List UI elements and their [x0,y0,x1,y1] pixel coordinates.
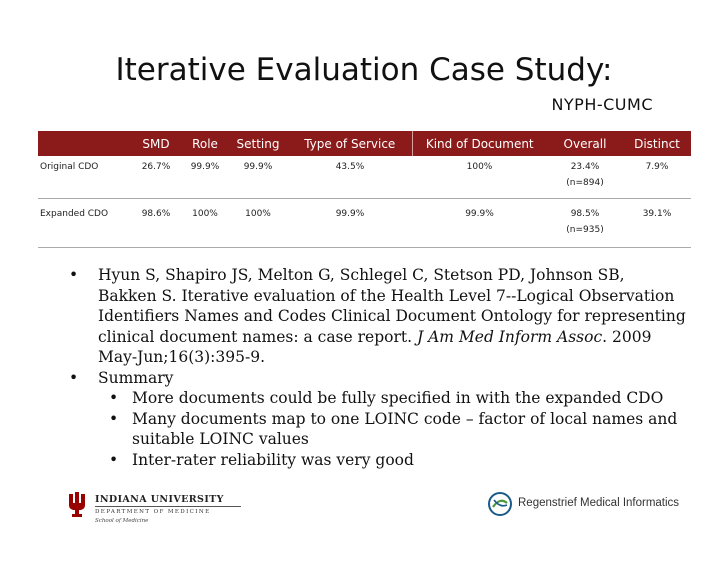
table-row [38,199,691,248]
cell-overall [547,156,623,199]
cell-distinct: 7.9% [623,156,691,199]
header-type-of-service: Type of Service [288,131,412,156]
cell-role: 100% [182,199,228,248]
slide-subtitle: NYPH-CUMC [551,95,653,114]
overall-count: (n=935) [566,225,604,235]
iu-trident-icon [67,492,87,520]
citation-article: Iterative evaluation of the Health Level 7--Logical Observation Identifiers Names and Codes Clinical Document Ontology for representing clinical document names: a case report. [98,286,686,346]
cell-type-of-service: 43.5% [288,156,412,199]
header-setting: Setting [228,131,288,156]
iu-logo [67,492,267,532]
summary-label: Summary [98,368,174,387]
regenstrief-logo [487,491,687,521]
header-smd: SMD [130,131,182,156]
slide-title: Iterative Evaluation Case Study: [115,52,613,88]
header-distinct: Distinct [623,131,691,156]
cell-overall [547,199,623,248]
summary-item [66,388,686,409]
bullet-dot-icon: • [69,368,79,387]
header-overall: Overall [547,131,623,156]
summary-item-text: Many documents map to one LOINC code – factor of local names and suitable LOINC values [132,409,678,448]
iu-divider [95,506,241,507]
header-role: Role [182,131,228,156]
summary-item-text: Inter-rater reliability was very good [132,450,414,469]
bullet-dot-icon: • [69,266,79,284]
summary-item [66,450,686,471]
row-label: Expanded CDO [38,199,130,248]
bullet-list [66,265,686,470]
summary-item-text: More documents could be fully specified in with the expanded CDO [132,389,664,407]
cell-role: 99.9% [182,156,228,199]
overall-count: (n=894) [566,178,604,188]
overall-value: 23.4% [570,162,600,172]
cell-setting: 99.9% [228,156,288,199]
summary-bullet [66,368,686,389]
regenstrief-globe-icon [487,491,513,517]
cell-setting: 100% [228,199,288,248]
cell-kind-of-document: 99.9% [412,199,547,248]
cell-type-of-service: 99.9% [288,199,412,248]
iu-name: INDIANA UNIVERSITY [95,494,224,505]
bullet-dot-icon: • [109,389,119,407]
cell-smd: 98.6% [130,199,182,248]
citation-authors: Hyun S, Shapiro JS, Melton G, Schlegel C, Stetson PD, Johnson SB, Bakken S. [98,266,625,305]
cell-distinct: 39.1% [623,199,691,248]
results-table [38,131,691,248]
cell-kind-of-document: 100% [412,156,547,199]
regenstrief-name: Regenstrief Medical Informatics [518,497,680,509]
iu-school: School of Medicine [95,518,149,524]
bullet-dot-icon: • [109,450,119,469]
iu-department: DEPARTMENT OF MEDICINE [95,509,211,515]
table-row [38,156,691,199]
citation-journal: J Am Med Inform Assoc [416,327,603,346]
cell-smd: 26.7% [130,156,182,199]
row-label: Original CDO [38,156,130,199]
bullet-dot-icon: • [109,409,119,428]
citation-details: . 2009 May-Jun;16(3):395-9. [98,327,652,366]
summary-item [66,409,686,450]
header-blank [38,131,130,156]
header-kind-of-document: Kind of Document [412,131,547,156]
overall-value: 98.5% [570,209,600,219]
table-header-row [38,131,691,156]
citation-bullet [66,265,686,368]
